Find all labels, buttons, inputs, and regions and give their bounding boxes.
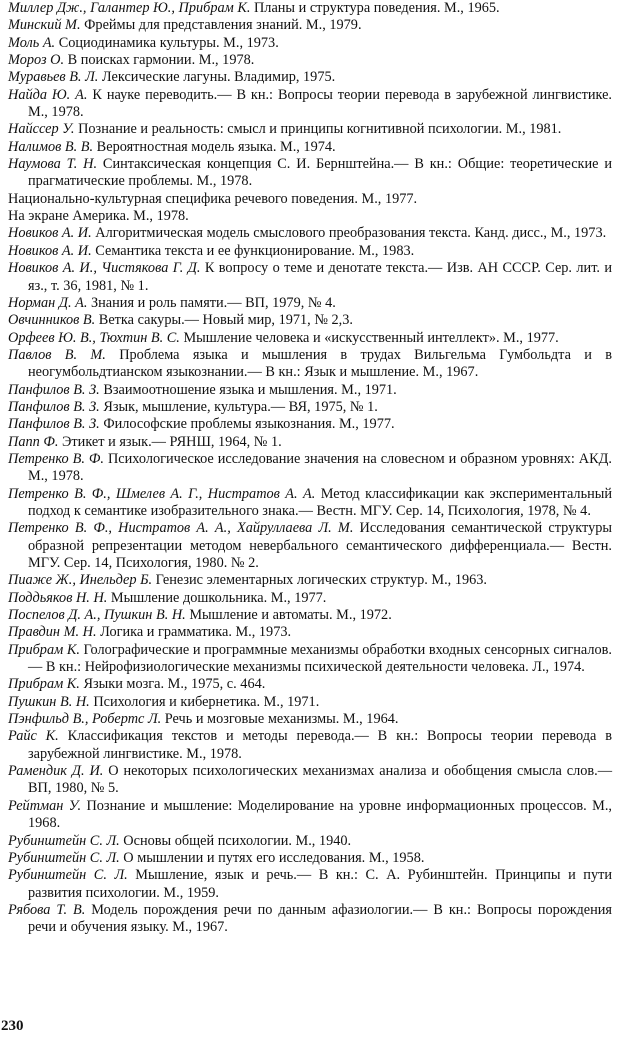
bibliography-entry bbox=[8, 330, 612, 347]
entry-author: Новиков А. И., Чистякова Г. Д. bbox=[8, 260, 201, 277]
bibliography-entry bbox=[8, 520, 612, 572]
entry-text: Мышление дошкольника. М., 1977. bbox=[107, 589, 327, 606]
entry-author: Новиков А. И. bbox=[8, 242, 92, 259]
entry-author: Норман Д. А. bbox=[8, 294, 88, 311]
entry-text: На экране Америка. М., 1978. bbox=[8, 208, 189, 225]
bibliography-entry bbox=[8, 902, 612, 937]
entry-text: Ветка сакуры.— Новый мир, 1971, № 2,3. bbox=[95, 312, 353, 329]
entry-author: Рубинштейн С. Л. bbox=[8, 867, 128, 884]
entry-text: Лексические лагуны. Владимир, 1975. bbox=[98, 69, 336, 86]
entry-text: Голографические и программные механизмы обработки входных сенсорных сигналов.— В кн.: Нейрофизиологические механизмы психической деятельности человека. Л., 1974. bbox=[28, 641, 612, 676]
entry-text: Семантика текста и ее функционирование. М., 1983. bbox=[91, 242, 415, 259]
entry-author: Пушкин В. Н. bbox=[8, 693, 90, 710]
entry-text: Философские проблемы языкознания. М., 1977. bbox=[99, 416, 395, 433]
entry-author: Рамендик Д. И. bbox=[8, 763, 104, 780]
entry-author: Рябова Т. В. bbox=[8, 901, 86, 918]
bibliography-entry bbox=[8, 87, 612, 122]
entry-author: Прибрам К. bbox=[8, 676, 80, 693]
entry-text: Национально-культурная специфика речевого поведения. М., 1977. bbox=[8, 190, 418, 207]
bibliography-entry bbox=[8, 676, 612, 693]
bibliography-entry bbox=[8, 121, 612, 138]
entry-author: Муравьев В. Л. bbox=[8, 69, 99, 86]
entry-text: Фреймы для представления знаний. М., 1979. bbox=[80, 17, 362, 34]
entry-text: Язык, мышление, культура.— ВЯ, 1975, № 1. bbox=[99, 398, 378, 415]
entry-author: Мороз О. bbox=[8, 52, 65, 69]
bibliography-entry bbox=[8, 156, 612, 191]
entry-text: К вопросу о теме и денотате текста.— Изв. АН СССР. Сер. лит. и яз., т. 36, 1981, № 1. bbox=[28, 260, 612, 294]
entry-text: Психология и кибернетика. М., 1971. bbox=[89, 693, 320, 710]
bibliography-entry bbox=[8, 711, 612, 728]
bibliography-entry bbox=[8, 312, 612, 329]
entry-text: О мышлении и путях его исследования. М., 1958. bbox=[119, 849, 425, 866]
bibliography-entry bbox=[8, 17, 612, 34]
bibliography-entry bbox=[8, 0, 612, 17]
entry-text: Генезис элементарных логических структур. М., 1963. bbox=[152, 572, 487, 589]
entry-text: Языки мозга. М., 1975, с. 464. bbox=[79, 676, 266, 693]
entry-text: Классификация текстов и методы перевода.— В кн.: Вопросы теории перевода в зарубежной лингвистике. М., 1978. bbox=[28, 728, 612, 762]
entry-author: Новиков А. И. bbox=[8, 225, 92, 242]
entry-text: Этикет и язык.— РЯНШ, 1964, № 1. bbox=[58, 433, 282, 450]
bibliography-entry bbox=[8, 191, 612, 208]
bibliography-entry bbox=[8, 572, 612, 589]
entry-text: Исследования семантической структуры образной репрезентации методом невербального семантического дифференциала.— Вестн. МГУ. Сер. 14, Психология, 1980. № 2. bbox=[28, 520, 612, 571]
entry-text: Синтаксическая концепция С. И. Бернштейна.— В кн.: Общие: теоретические и прагматические проблемы. М., 1978. bbox=[28, 156, 613, 190]
entry-author: Павлов В. М. bbox=[8, 346, 106, 363]
entry-author: Рубинштейн С. Л. bbox=[8, 849, 120, 866]
bibliography-entry bbox=[8, 867, 612, 902]
entry-text: Планы и структура поведения. М., 1965. bbox=[250, 0, 500, 16]
bibliography-entry bbox=[8, 139, 612, 156]
bibliography-entry bbox=[8, 728, 612, 763]
bibliography-entry bbox=[8, 243, 612, 260]
entry-author: Рейтман У. bbox=[8, 797, 82, 814]
entry-text: Мышление, язык и речь.— В кн.: С. А. Рубинштейн. Принципы и пути развития психологии. М., 1959. bbox=[28, 867, 613, 901]
bibliography-entry bbox=[8, 607, 612, 624]
entry-author: Райс К. bbox=[8, 728, 59, 745]
entry-author: Правдин М. Н. bbox=[8, 624, 97, 641]
entry-text: Модель порождения речи по данным афазиологии.— В кн.: Вопросы порождения речи и обучения языку. М., 1967. bbox=[28, 901, 612, 936]
bibliography-entry bbox=[8, 451, 612, 486]
entry-author: Поддьяков Н. Н. bbox=[8, 589, 108, 606]
entry-text: Проблема языка и мышления в трудах Вильгельма Гумбольдта и в неогумбольдтианском языкознании.— В кн.: Язык и мышление. М., 1967. bbox=[28, 346, 612, 381]
entry-author: Панфилов В. З. bbox=[8, 381, 100, 398]
entry-text: Вероятностная модель языка. М., 1974. bbox=[93, 138, 336, 155]
entry-author: Миллер Дж., Галантер Ю., Прибрам К. bbox=[8, 0, 251, 16]
entry-text: Речь и мозговые механизмы. М., 1964. bbox=[161, 711, 399, 728]
entry-author: Пиаже Ж., Инельдер Б. bbox=[8, 572, 153, 589]
entry-text: Алгоритмическая модель смыслового преобразования текста. Канд. дисс., М., 1973. bbox=[91, 225, 607, 242]
entry-author: Поспелов Д. А., Пушкин В. Н. bbox=[8, 607, 186, 624]
entry-text: Основы общей психологии. М., 1940. bbox=[119, 832, 352, 849]
bibliography-entry bbox=[8, 416, 612, 433]
page-number: 230 bbox=[1, 1018, 24, 1034]
entry-text: Социодинамика культуры. М., 1973. bbox=[55, 34, 279, 51]
bibliography-entry bbox=[8, 798, 612, 833]
entry-author: Петренко В. Ф., Нистратов А. А., Хайруллаева Л. М. bbox=[8, 520, 354, 537]
entry-text: Взаимоотношение языка и мышления. М., 1971. bbox=[99, 381, 397, 398]
bibliography-entry bbox=[8, 590, 612, 607]
bibliography-entry bbox=[8, 382, 612, 399]
entry-author: Налимов В. В. bbox=[8, 138, 94, 155]
entry-author: Найссер У. bbox=[8, 121, 75, 138]
entry-text: Метод классификации как экспериментальный подход к семантике изобразительного знака.— Вестн. МГУ. Сер. 14, Психология, 1978, № 4. bbox=[28, 485, 612, 519]
bibliography-entry bbox=[8, 347, 612, 382]
entry-text: В поисках гармонии. М., 1978. bbox=[64, 52, 255, 69]
entry-text: Мышление и автоматы. М., 1972. bbox=[185, 607, 392, 624]
bibliography-entry bbox=[8, 833, 612, 850]
entry-author: Моль А. bbox=[8, 34, 56, 51]
bibliography-entry bbox=[8, 295, 612, 312]
entry-text: К науке переводить.— В кн.: Вопросы теории перевода в зарубежной лингвистике. М., 1978. bbox=[28, 86, 612, 121]
bibliography-entry bbox=[8, 35, 612, 52]
bibliography-entry bbox=[8, 69, 612, 86]
entry-author: Петренко В. Ф., Шмелев А. Г., Нистратов А. А. bbox=[8, 485, 316, 502]
entry-text: Мышление человека и «искусственный интеллект». М., 1977. bbox=[179, 329, 559, 346]
bibliography-entry bbox=[8, 624, 612, 641]
entry-author: Найда Ю. А. bbox=[8, 86, 88, 103]
bibliography-entry bbox=[8, 225, 612, 242]
entry-text: О некоторых психологических механизмах анализа и обобщения смысла слов.— ВП, 1980, № 5. bbox=[28, 763, 612, 797]
bibliography-list bbox=[8, 0, 612, 937]
bibliography-entry bbox=[8, 486, 612, 521]
entry-text: Знания и роль памяти.— ВП, 1979, № 4. bbox=[87, 294, 336, 311]
bibliography-entry bbox=[8, 434, 612, 451]
entry-text: Логика и грамматика. М., 1973. bbox=[96, 624, 292, 641]
entry-text: Познание и мышление: Моделирование на уровне информационных процессов. М., 1968. bbox=[28, 797, 612, 832]
entry-author: Панфилов В. З. bbox=[8, 398, 100, 415]
bibliography-entry bbox=[8, 850, 612, 867]
entry-author: Прибрам К. bbox=[8, 641, 80, 658]
bibliography-entry bbox=[8, 52, 612, 69]
bibliography-entry bbox=[8, 763, 612, 798]
entry-author: Рубинштейн С. Л. bbox=[8, 832, 120, 849]
bibliography-entry bbox=[8, 642, 612, 677]
entry-author: Наумова Т. Н. bbox=[8, 156, 98, 173]
entry-author: Папп Ф. bbox=[8, 433, 59, 450]
bibliography-entry bbox=[8, 694, 612, 711]
bibliography-entry bbox=[8, 399, 612, 416]
entry-author: Овчинников В. bbox=[8, 312, 96, 329]
bibliography-entry bbox=[8, 260, 612, 295]
bibliography-entry bbox=[8, 208, 612, 225]
entry-author: Пэнфильд В., Робертс Л. bbox=[8, 711, 162, 728]
entry-text: Психологическое исследование значения на словесном и образном уровнях: АКД. М., 1978. bbox=[28, 450, 612, 485]
entry-author: Минский М. bbox=[8, 17, 81, 34]
entry-author: Орфеев Ю. В., Тюхтин В. С. bbox=[8, 329, 180, 346]
entry-author: Панфилов В. З. bbox=[8, 416, 100, 433]
entry-author: Петренко В. Ф. bbox=[8, 450, 104, 467]
entry-text: Познание и реальность: смысл и принципы когнитивной психологии. М., 1981. bbox=[74, 121, 562, 138]
